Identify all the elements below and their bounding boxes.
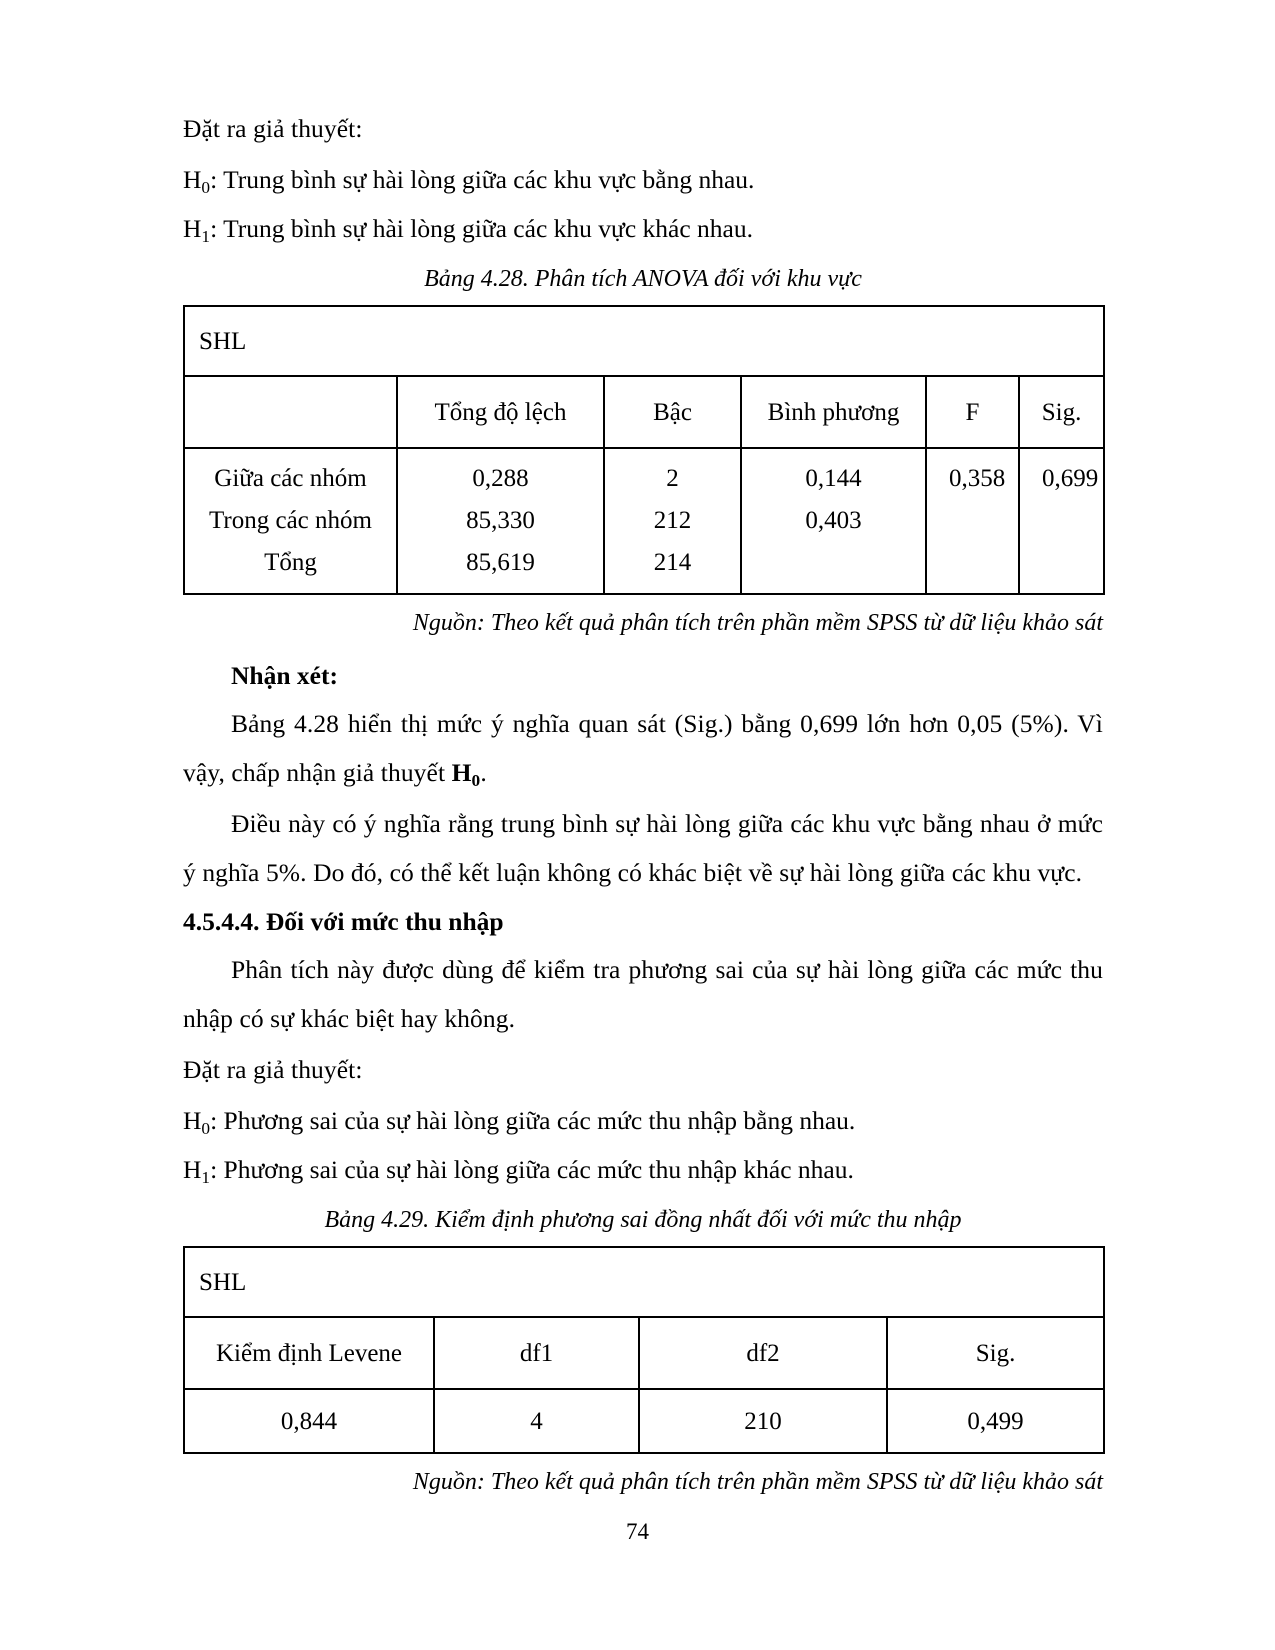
commentary-p1-h-subscript: 0 [471,770,481,790]
h1-text-2: : Phương sai của sự hài lòng giữa các mức thu nhập khác nhau. [210,1155,854,1184]
table-428-bac-3: 214 [653,549,692,576]
table-row-title [184,306,1104,376]
table-row-header [184,1317,1104,1389]
commentary-paragraph-1 [183,699,1103,797]
table-428-tong-do-lech-2: 85,330 [466,507,535,534]
table-428-sig-value: 0,699 [1042,465,1099,492]
h0-text-1: : Trung bình sự hài lòng giữa các khu vực bằng nhau. [210,165,755,194]
table-428-sig-blank-2 [1020,500,1103,542]
table-428-f-blank-3 [927,542,1018,584]
table-429-levene-value: 0,844 [184,1389,434,1453]
table-429-source-note: Nguồn: Theo kết quả phân tích trên phần mềm SPSS từ dữ liệu khảo sát [412,1469,1103,1495]
hypothesis-intro-2: Đặt ra giả thuyết: [183,1055,363,1084]
table-428-caption: Bảng 4.28. Phân tích ANOVA đối với khu vực [424,266,862,292]
table-428-row-label-2: Trong các nhóm [209,507,372,534]
table-428-f-cell [926,448,1019,594]
h1-subscript-1: 1 [201,226,211,246]
table-428-header-tong-do-lech: Tổng độ lệch [397,376,604,448]
table-429-header-sig: Sig. [887,1317,1104,1389]
table-row-header [184,376,1104,448]
table-428-title-cell: SHL [184,306,1104,376]
h1-text-1: : Trung bình sự hài lòng giữa các khu vực khác nhau. [210,214,753,243]
table-428-bac-cell [604,448,741,594]
commentary-p1-h-label: H [451,758,472,787]
table-428-f-blank-2 [927,500,1018,542]
table-428-sig-cell [1019,448,1104,594]
hypothesis-h1-line-1 [183,204,1103,253]
anova-table-428 [183,305,1105,595]
table-428-rowlabels-cell [184,448,397,594]
table-428-binh-phuong-3 [742,542,925,584]
table-428-f-value: 0,358 [949,465,1006,492]
h0-subscript-2: 0 [201,1118,211,1138]
table-429-header-levene: Kiểm định Levene [184,1317,434,1389]
h1-subscript-2: 1 [201,1167,211,1187]
commentary-paragraph-2: Điều này có ý nghĩa rằng trung bình sự hài lòng giữa các khu vực bằng nhau ở mức ý nghĩa 5%. Do đó, có thể kết luận không có khác biệt về sự hài lòng giữa các khu vực. [183,809,1103,887]
table-428-header-sig: Sig. [1019,376,1104,448]
h1-label-1: H [183,214,202,243]
h0-subscript-1: 0 [201,177,211,197]
table-428-row-label-3: Tổng [264,549,317,576]
hypothesis-h0-line-2 [183,1096,1103,1145]
table-428-tong-do-lech-cell [397,448,604,594]
commentary-heading: Nhận xét: [231,661,338,690]
page-number: 74 [626,1519,649,1544]
h0-text-2: : Phương sai của sự hài lòng giữa các mức thu nhập bằng nhau. [210,1106,856,1135]
hypothesis-h1-line-2 [183,1145,1103,1194]
table-428-header-bac: Bậc [604,376,741,448]
table-row-title [184,1247,1104,1317]
h0-label-1: H [183,165,202,194]
commentary-p1-part2: . [480,758,487,787]
table-428-header-f: F [926,376,1019,448]
table-428-tong-do-lech-3: 85,619 [466,549,535,576]
table-row [184,448,1104,594]
levene-table-429 [183,1246,1105,1454]
table-row [184,1389,1104,1453]
commentary-p1-part1: Bảng 4.28 hiển thị mức ý nghĩa quan sát (Sig.) bằng 0,699 lớn hơn 0,05 (5%). Vì vậy, chấp nhận giả thuyết [183,709,1103,787]
table-428-tong-do-lech-1: 0,288 [472,465,529,492]
table-428-header-blank [184,376,397,448]
table-428-bac-2: 212 [653,507,692,534]
table-429-header-df1: df1 [434,1317,639,1389]
h1-label-2: H [183,1155,202,1184]
table-428-binh-phuong-1: 0,144 [805,465,862,492]
h0-label-2: H [183,1106,202,1135]
table-428-binh-phuong-2: 0,403 [805,507,862,534]
table-429-sig-value: 0,499 [887,1389,1104,1453]
section-heading-4544: 4.5.4.4. Đối với mức thu nhập [183,907,504,936]
hypothesis-h0-line-1 [183,155,1103,204]
table-429-df1-value: 4 [434,1389,639,1453]
table-429-header-df2: df2 [639,1317,887,1389]
section-two-intro-paragraph: Phân tích này được dùng để kiểm tra phương sai của sự hài lòng giữa các mức thu nhập có sự khác biệt hay không. [183,955,1103,1033]
table-428-source-note: Nguồn: Theo kết quả phân tích trên phần mềm SPSS từ dữ liệu khảo sát [412,610,1103,636]
table-429-title-cell: SHL [184,1247,1104,1317]
page-content [183,104,1103,1512]
table-428-header-binh-phuong: Bình phương [741,376,926,448]
table-428-sig-blank-3 [1020,542,1103,584]
table-428-binh-phuong-cell [741,448,926,594]
table-429-df2-value: 210 [639,1389,887,1453]
table-428-bac-1: 2 [666,465,679,492]
table-428-row-label-1: Giữa các nhóm [214,465,367,492]
hypothesis-intro-1: Đặt ra giả thuyết: [183,114,363,143]
table-429-caption: Bảng 4.29. Kiểm định phương sai đồng nhất đối với mức thu nhập [324,1207,962,1233]
